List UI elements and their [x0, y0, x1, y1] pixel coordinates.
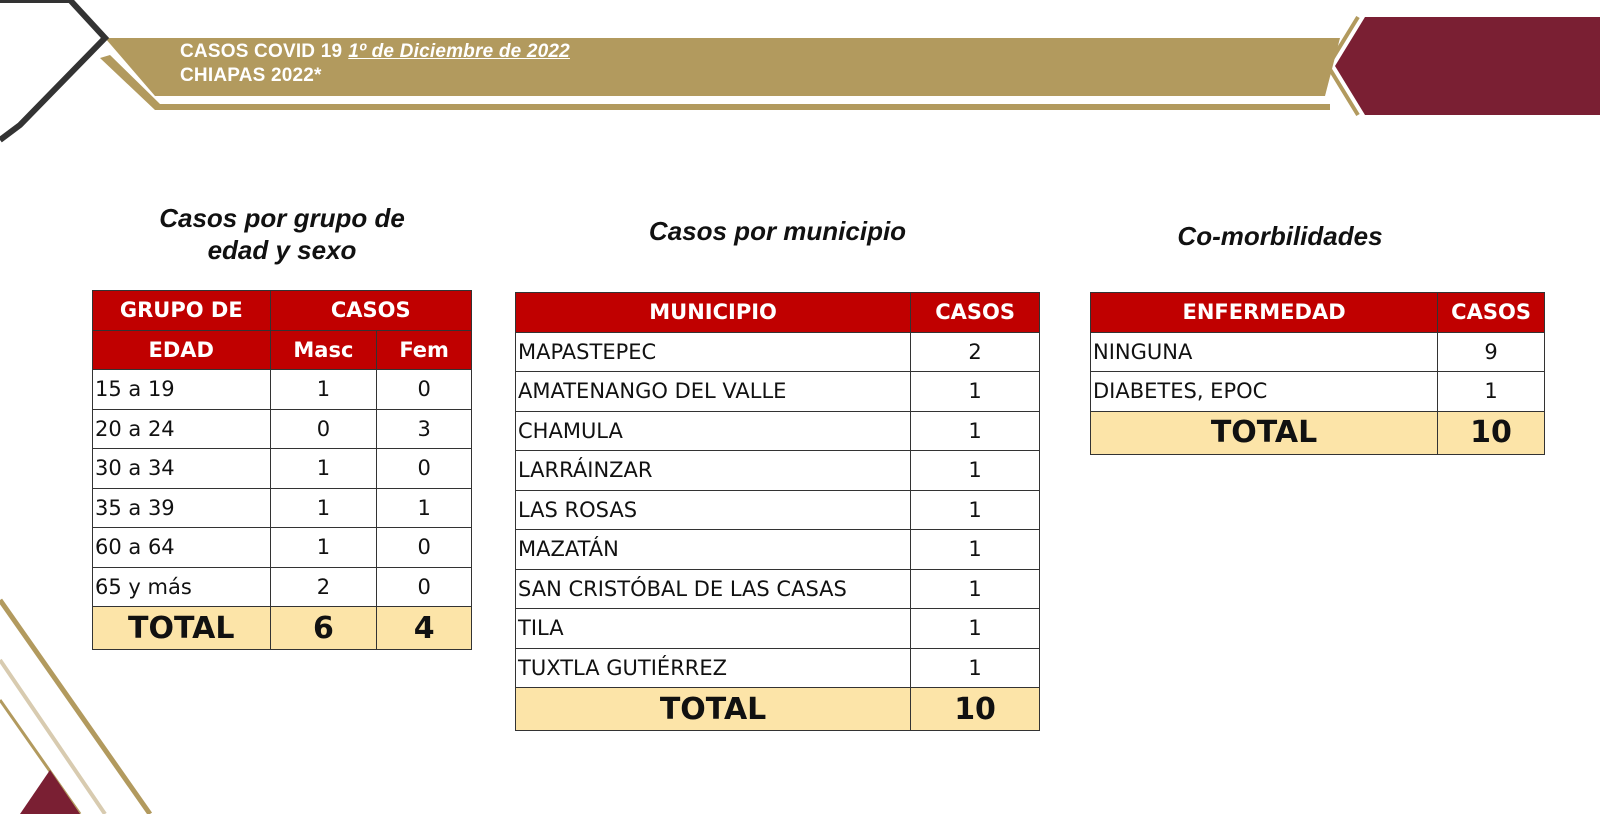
- table-row: [93, 567, 472, 607]
- masc-cell: 0: [270, 409, 377, 449]
- fem-cell: 1: [377, 488, 472, 528]
- age-table-title: [92, 202, 472, 266]
- table-header-row: [1091, 293, 1545, 333]
- total-label: TOTAL: [516, 688, 911, 731]
- banner-line1: CASOS COVID 19: [180, 41, 343, 62]
- table-row: [93, 528, 472, 568]
- age-group-cell: 35 a 39: [93, 488, 271, 528]
- table-row: [516, 609, 1040, 649]
- fem-cell: 0: [377, 449, 472, 489]
- header-casos: CASOS: [911, 293, 1040, 333]
- banner-line2: CHIAPAS 2022*: [180, 65, 322, 86]
- casos-cell: 1: [911, 609, 1040, 649]
- masc-cell: 1: [270, 449, 377, 489]
- casos-cell: 9: [1438, 332, 1545, 372]
- total-label: TOTAL: [93, 607, 271, 650]
- table-row: [1091, 372, 1545, 412]
- fem-cell: 0: [377, 567, 472, 607]
- header-grupo-top: GRUPO DE: [93, 291, 271, 331]
- age-title-line2: edad y sexo: [207, 235, 357, 265]
- chevron-decoration: [0, 0, 105, 140]
- masc-cell: 1: [270, 370, 377, 410]
- table-row: [516, 530, 1040, 570]
- table-row: [516, 372, 1040, 412]
- municipio-name-cell: TILA: [516, 609, 911, 649]
- municipio-name-cell: AMATENANGO DEL VALLE: [516, 372, 911, 412]
- header-masc: Masc: [270, 330, 377, 370]
- header-fem: Fem: [377, 330, 472, 370]
- table-row: [516, 411, 1040, 451]
- age-sex-table: [92, 290, 472, 650]
- age-group-cell: 60 a 64: [93, 528, 271, 568]
- total-casos: 10: [1438, 411, 1545, 454]
- casos-cell: 2: [911, 332, 1040, 372]
- masc-cell: 2: [270, 567, 377, 607]
- total-masc: 6: [270, 607, 377, 650]
- table-row: [93, 449, 472, 489]
- header-municipio: MUNICIPIO: [516, 293, 911, 333]
- age-title-line1: Casos por grupo de: [159, 203, 405, 233]
- masc-cell: 1: [270, 488, 377, 528]
- casos-cell: 1: [911, 569, 1040, 609]
- fem-cell: 0: [377, 370, 472, 410]
- enfermedad-cell: NINGUNA: [1091, 332, 1438, 372]
- table-header-row: [516, 293, 1040, 333]
- casos-cell: 1: [911, 372, 1040, 412]
- maroon-triangle: [20, 770, 80, 814]
- enfermedad-cell: DIABETES, EPOC: [1091, 372, 1438, 412]
- table-row: [93, 409, 472, 449]
- total-row: [1091, 411, 1545, 454]
- municipio-name-cell: TUXTLA GUTIÉRREZ: [516, 648, 911, 688]
- comorb-table-title: Co-morbilidades: [1177, 221, 1383, 251]
- casos-cell: 1: [911, 411, 1040, 451]
- municipio-table: [515, 292, 1040, 731]
- casos-cell: 1: [911, 648, 1040, 688]
- fem-cell: 3: [377, 409, 472, 449]
- banner-title: [180, 40, 570, 88]
- table-row: [516, 490, 1040, 530]
- banner-date: 1º de Diciembre de 2022: [348, 41, 570, 62]
- total-label: TOTAL: [1091, 411, 1438, 454]
- fem-cell: 0: [377, 528, 472, 568]
- municipio-name-cell: MAZATÁN: [516, 530, 911, 570]
- maroon-corner-shape: [1335, 17, 1600, 115]
- casos-cell: 1: [911, 530, 1040, 570]
- header-enfermedad: ENFERMEDAD: [1091, 293, 1438, 333]
- table-row: [93, 370, 472, 410]
- table-row: [516, 332, 1040, 372]
- municipio-name-cell: SAN CRISTÓBAL DE LAS CASAS: [516, 569, 911, 609]
- municipio-name-cell: MAPASTEPEC: [516, 332, 911, 372]
- header-casos: CASOS: [1438, 293, 1545, 333]
- age-group-cell: 30 a 34: [93, 449, 271, 489]
- total-fem: 4: [377, 607, 472, 650]
- casos-cell: 1: [911, 490, 1040, 530]
- table-row: [516, 451, 1040, 491]
- table-header-row: [93, 291, 472, 331]
- municipio-name-cell: CHAMULA: [516, 411, 911, 451]
- total-row: [516, 688, 1040, 731]
- municipio-name-cell: LARRÁINZAR: [516, 451, 911, 491]
- header-casos: CASOS: [270, 291, 471, 331]
- table-header-row: [93, 330, 472, 370]
- masc-cell: 1: [270, 528, 377, 568]
- table-row: [516, 569, 1040, 609]
- municipio-table-title: Casos por municipio: [648, 216, 907, 246]
- total-casos: 10: [911, 688, 1040, 731]
- age-group-cell: 20 a 24: [93, 409, 271, 449]
- table-row: [93, 488, 472, 528]
- casos-cell: 1: [911, 451, 1040, 491]
- age-group-cell: 15 a 19: [93, 370, 271, 410]
- casos-cell: 1: [1438, 372, 1545, 412]
- municipio-name-cell: LAS ROSAS: [516, 490, 911, 530]
- comorb-table: [1090, 292, 1545, 455]
- table-row: [1091, 332, 1545, 372]
- age-group-cell: 65 y más: [93, 567, 271, 607]
- header-grupo-bottom: EDAD: [93, 330, 271, 370]
- total-row: [93, 607, 472, 650]
- table-row: [516, 648, 1040, 688]
